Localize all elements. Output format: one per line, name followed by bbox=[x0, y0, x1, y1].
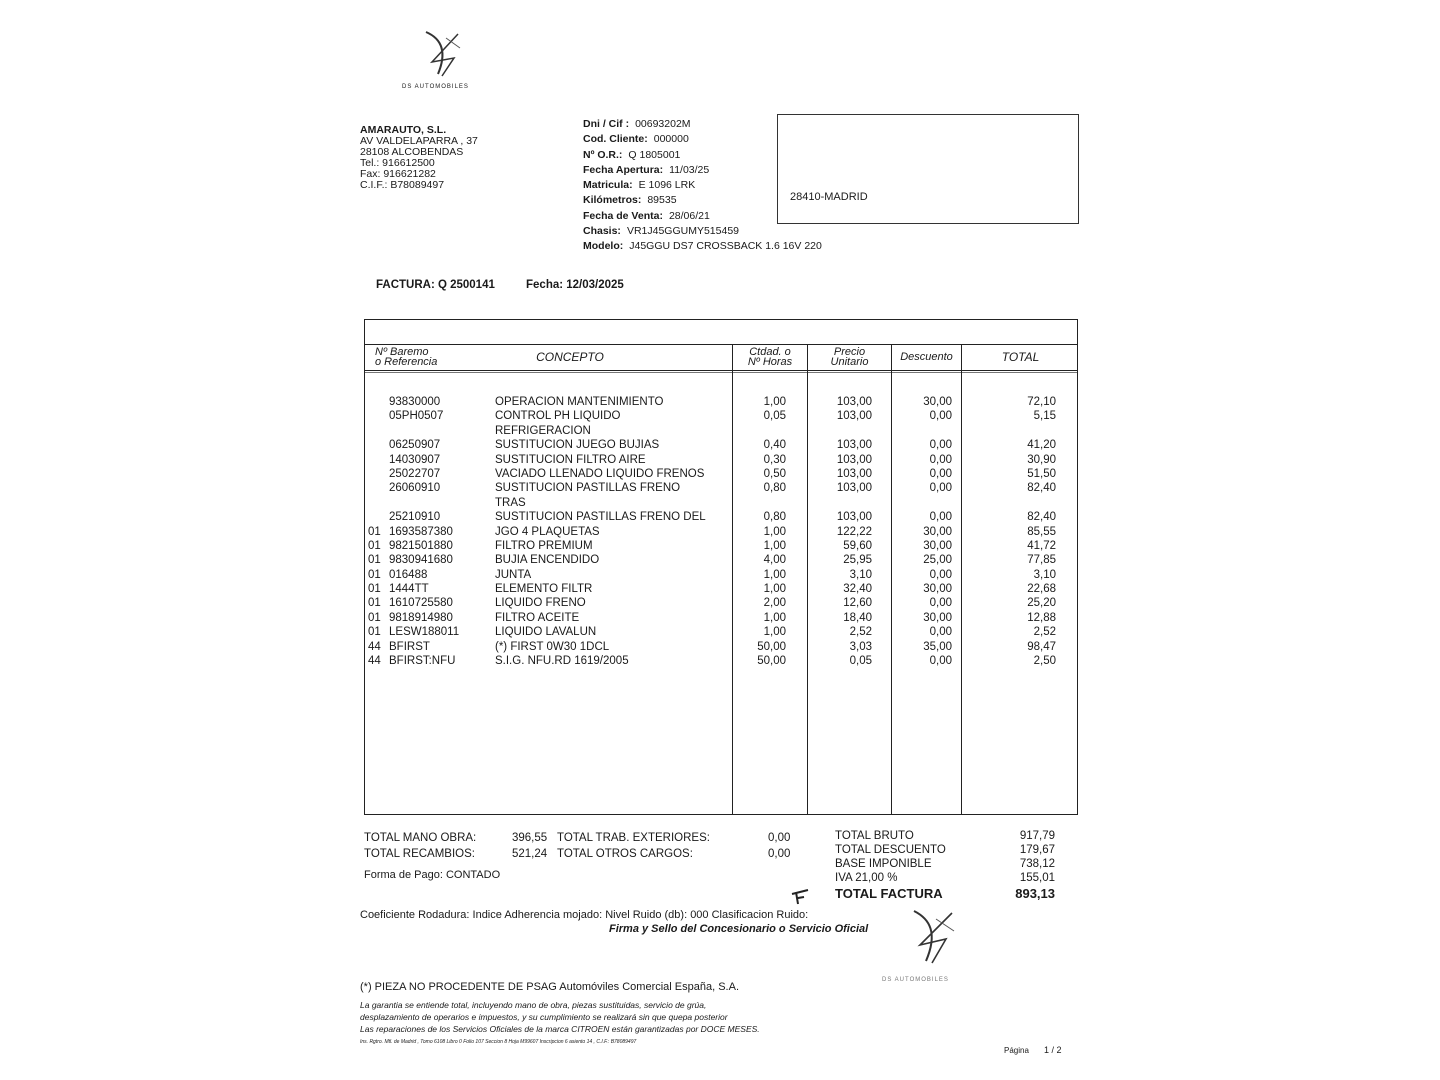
cell-discount: 0,00 bbox=[929, 439, 952, 452]
header-total: TOTAL bbox=[1001, 350, 1040, 364]
cell-qty: 4,00 bbox=[763, 554, 786, 567]
invoice-date: Fecha: 12/03/2025 bbox=[526, 279, 624, 291]
cell-prefix: 01 bbox=[368, 626, 381, 639]
header-qty-line2: Nº Horas bbox=[747, 356, 793, 368]
table-line bbox=[365, 344, 1077, 345]
cell-ref: BFIRST bbox=[389, 640, 430, 653]
cell-ref: 9818914980 bbox=[389, 611, 453, 624]
cell-discount: 0,00 bbox=[929, 655, 952, 668]
ds-logo-text: DS AUTOMOBILES bbox=[402, 84, 469, 90]
cell-concept: JGO 4 PLAQUETAS bbox=[495, 525, 600, 538]
cell-qty: 2,00 bbox=[763, 597, 786, 610]
header-ref bbox=[375, 347, 437, 367]
cell-discount: 0,00 bbox=[929, 511, 952, 524]
registro-line: Ins. Rgtro. Mtl. de Madrid , Tomo 6108 Libro 0 Folio 107 Seccion 8 Hoja M99607 Inscripcion 6 asiento 14 , C.I.F.: B78089497 bbox=[360, 1039, 637, 1045]
cell-concept: FILTRO ACEITE bbox=[495, 611, 580, 624]
iva-label: IVA 21,00 % bbox=[835, 872, 898, 884]
cell-qty: 1,00 bbox=[763, 568, 786, 581]
cell-discount: 0,00 bbox=[929, 453, 952, 466]
cell-ref: 1693587380 bbox=[389, 525, 453, 538]
table-row bbox=[366, 481, 1076, 495]
cell-concept: SUSTITUCION JUEGO BUJIAS bbox=[495, 439, 660, 452]
ds-logo-icon bbox=[416, 28, 468, 80]
cell-price: 3,03 bbox=[849, 640, 872, 653]
cell-qty: 1,00 bbox=[763, 396, 786, 408]
info-value: 89535 bbox=[647, 194, 677, 207]
total-factura-value: 893,13 bbox=[1015, 886, 1055, 901]
cell-prefix: 01 bbox=[368, 525, 381, 538]
cell-prefix: 01 bbox=[368, 539, 381, 552]
cell-qty: 50,00 bbox=[757, 640, 786, 653]
cell-qty: 1,00 bbox=[763, 583, 786, 596]
cell-prefix: 01 bbox=[368, 611, 381, 624]
cell-discount: 30,00 bbox=[923, 525, 952, 538]
cell-prefix: 01 bbox=[368, 554, 381, 567]
cell-ref: 06250907 bbox=[389, 439, 441, 452]
pieza-note: (*) PIEZA NO PROCEDENTE DE PSAG Automóviles Comercial España, S.A. bbox=[360, 981, 740, 993]
cell-total: 5,15 bbox=[1033, 410, 1056, 423]
cell-ref: LESW188011 bbox=[389, 626, 460, 639]
table-row bbox=[366, 467, 1076, 481]
cell-concept: SUSTITUCION FILTRO AIRE bbox=[495, 453, 646, 466]
cell-concept: OPERACION MANTENIMIENTO bbox=[495, 396, 664, 408]
vehicle-row bbox=[583, 225, 822, 240]
header-ref-line1: Nº Baremo bbox=[375, 346, 429, 358]
header-price-line1: Precio bbox=[833, 346, 866, 358]
table-row bbox=[366, 568, 1076, 582]
page-number: 1 / 2 bbox=[1044, 1045, 1062, 1055]
cell-discount: 0,00 bbox=[929, 467, 952, 480]
cell-ref: BFIRST:NFU bbox=[389, 655, 456, 668]
cell-ref: 26060910 bbox=[389, 482, 441, 495]
cell-price: 103,00 bbox=[836, 453, 872, 466]
cell-total: 12,88 bbox=[1027, 611, 1056, 624]
cell-concept: ELEMENTO FILTR bbox=[495, 583, 593, 596]
table-row bbox=[366, 453, 1076, 467]
garantia-line-2: desplazamiento de operarios e impuestos, y su cumplimiento se realizará sin que quepa posterior bbox=[360, 1012, 728, 1022]
client-address-box bbox=[777, 114, 1079, 224]
cell-concept: S.I.G. NFU.RD 1619/2005 bbox=[495, 655, 629, 668]
ds-stamp bbox=[880, 905, 990, 989]
info-label: Modelo: bbox=[583, 240, 624, 253]
info-value: 00693202M bbox=[635, 118, 691, 130]
forma-pago-label: Forma de Pago: bbox=[364, 869, 443, 881]
info-value: 28/06/21 bbox=[668, 209, 710, 222]
cell-qty: 1,00 bbox=[763, 626, 786, 639]
cell-qty: 1,00 bbox=[763, 611, 786, 624]
cell-total: 2,50 bbox=[1033, 655, 1056, 668]
cell-discount: 0,00 bbox=[929, 410, 952, 423]
info-label: Cod. Cliente: bbox=[583, 133, 648, 146]
total-mano-obra-value: 396,55 bbox=[512, 832, 548, 844]
table-row bbox=[366, 625, 1076, 639]
cell-price: 3,10 bbox=[849, 568, 872, 581]
company-name: AMARAUTO, S.L. bbox=[360, 124, 447, 136]
cell-ref: 05PH0507 bbox=[389, 410, 444, 423]
cell-qty: 0,80 bbox=[763, 482, 786, 495]
coeficiente-line: Coeficiente Rodadura: Indice Adherencia mojado: Nivel Ruido (db): 000 Clasificacion Ruido: bbox=[360, 909, 809, 921]
cell-price: 103,00 bbox=[836, 482, 872, 495]
cell-prefix: 44 bbox=[368, 655, 381, 668]
client-city: 28410-MADRID bbox=[790, 191, 868, 203]
cell-prefix: 01 bbox=[368, 583, 381, 596]
table-row bbox=[366, 654, 1076, 668]
cell-price: 25,95 bbox=[843, 554, 872, 567]
info-value: 11/03/25 bbox=[669, 163, 710, 176]
forma-pago bbox=[364, 868, 500, 883]
cell-ref: 1444TT bbox=[389, 583, 429, 596]
cell-concept: LIQUIDO FRENO bbox=[495, 597, 586, 610]
firma-sello: Firma y Sello del Concesionario o Servicio Oficial bbox=[609, 923, 869, 935]
cell-total: 72,10 bbox=[1027, 396, 1056, 408]
total-trab-ext-value: 0,00 bbox=[768, 832, 791, 844]
table-row bbox=[366, 582, 1076, 596]
company-address-2: 28108 ALCOBENDAS bbox=[360, 146, 464, 158]
garantia-line-1: La garantia se entiende total, incluyendo mano de obra, piezas sustituidas, servicio de grúa, bbox=[360, 1000, 707, 1010]
info-value: Q 1805001 bbox=[628, 148, 681, 161]
cell-discount: 0,00 bbox=[929, 626, 952, 639]
cell-total: 77,85 bbox=[1027, 554, 1056, 567]
info-value: J45GGU DS7 CROSSBACK 1.6 16V 220 bbox=[629, 240, 822, 253]
iva-value: 155,01 bbox=[1019, 872, 1055, 884]
table-row bbox=[366, 611, 1076, 625]
cell-ref: 016488 bbox=[389, 568, 428, 581]
forma-pago-value: CONTADO bbox=[445, 869, 501, 881]
table-row bbox=[366, 640, 1076, 654]
info-value: 000000 bbox=[653, 133, 689, 146]
cell-ref: 25022707 bbox=[389, 467, 441, 480]
cell-total: 98,47 bbox=[1027, 640, 1056, 653]
table-row bbox=[366, 395, 1076, 409]
info-label: Dni / Cif : bbox=[583, 118, 630, 130]
cell-discount: 30,00 bbox=[923, 583, 952, 596]
info-value: VR1J45GGUMY515459 bbox=[626, 225, 739, 238]
total-otros-label: TOTAL OTROS CARGOS: bbox=[557, 848, 693, 860]
cell-price: 103,00 bbox=[836, 511, 872, 524]
table-row bbox=[366, 539, 1076, 553]
cell-prefix: 01 bbox=[368, 568, 381, 581]
cell-discount: 35,00 bbox=[923, 640, 952, 653]
cell-total: 2,52 bbox=[1033, 626, 1056, 639]
cell-qty: 0,40 bbox=[763, 439, 786, 452]
header-discount: Descuento bbox=[900, 351, 953, 363]
cell-qty: 0,50 bbox=[763, 467, 786, 480]
company-fax: Fax: 916621282 bbox=[360, 168, 436, 180]
cell-qty: 50,00 bbox=[757, 655, 786, 668]
signature-mark-icon bbox=[790, 888, 812, 906]
cell-concept: (*) FIRST 0W30 1DCL bbox=[495, 640, 610, 653]
cell-price: 103,00 bbox=[836, 396, 872, 408]
invoice-rows bbox=[366, 395, 1076, 668]
cell-concept: TRAS bbox=[495, 496, 526, 509]
cell-discount: 25,00 bbox=[923, 554, 952, 567]
table-row bbox=[366, 596, 1076, 610]
total-recambios-value: 521,24 bbox=[512, 848, 548, 860]
cell-price: 0,05 bbox=[849, 655, 872, 668]
cell-ref: 25210910 bbox=[389, 511, 441, 524]
company-tel: Tel.: 916612500 bbox=[360, 157, 435, 169]
cell-concept: JUNTA bbox=[495, 568, 532, 581]
cell-concept: SUSTITUCION PASTILLAS FRENO DEL bbox=[495, 511, 706, 524]
cell-discount: 0,00 bbox=[929, 568, 952, 581]
cell-discount: 0,00 bbox=[929, 482, 952, 495]
cell-price: 103,00 bbox=[836, 467, 872, 480]
cell-qty: 0,05 bbox=[763, 410, 786, 423]
info-label: Fecha de Venta: bbox=[583, 209, 663, 222]
table-row bbox=[366, 409, 1076, 423]
cell-price: 18,40 bbox=[843, 611, 872, 624]
cell-total: 41,72 bbox=[1027, 539, 1056, 552]
table-row bbox=[366, 438, 1076, 452]
total-descuento-value: 179,67 bbox=[1019, 844, 1055, 856]
ds-logo bbox=[398, 28, 488, 94]
cell-total: 22,68 bbox=[1027, 583, 1056, 596]
cell-price: 12,60 bbox=[843, 597, 872, 610]
cell-qty: 0,30 bbox=[763, 453, 786, 466]
cell-price: 59,60 bbox=[843, 539, 872, 552]
cell-ref: 9821501880 bbox=[389, 539, 453, 552]
cell-price: 122,22 bbox=[836, 525, 872, 538]
cell-concept: VACIADO LLENADO LIQUIDO FRENOS bbox=[495, 467, 705, 480]
cell-concept: REFRIGERACION bbox=[495, 424, 591, 437]
cell-concept: LIQUIDO LAVALUN bbox=[495, 626, 597, 639]
cell-concept: BUJIA ENCENDIDO bbox=[495, 554, 600, 567]
info-label: Fecha Apertura: bbox=[583, 163, 664, 176]
garantia-line-3: Las reparaciones de los Servicios Oficiales de la marca CITROEN están garantizadas por DOCE MESES. bbox=[360, 1024, 760, 1034]
header-price bbox=[808, 347, 891, 367]
cell-prefix: 01 bbox=[368, 597, 381, 610]
cell-concept: SUSTITUCION PASTILLAS FRENO bbox=[495, 482, 681, 495]
ds-stamp-icon bbox=[902, 905, 962, 967]
cell-discount: 30,00 bbox=[923, 539, 952, 552]
cell-discount: 0,00 bbox=[929, 597, 952, 610]
company-cif: C.I.F.: B78089497 bbox=[360, 179, 445, 191]
cell-ref: 9830941680 bbox=[389, 554, 453, 567]
table-row bbox=[366, 424, 1076, 438]
table-row bbox=[366, 553, 1076, 567]
total-bruto-label: TOTAL BRUTO bbox=[835, 830, 914, 842]
cell-total: 30,90 bbox=[1027, 453, 1056, 466]
cell-total: 3,10 bbox=[1033, 568, 1056, 581]
cell-total: 25,20 bbox=[1027, 597, 1056, 610]
cell-qty: 1,00 bbox=[763, 525, 786, 538]
table-row bbox=[366, 496, 1076, 510]
cell-qty: 1,00 bbox=[763, 539, 786, 552]
cell-concept: FILTRO PREMIUM bbox=[495, 539, 593, 552]
total-factura-label: TOTAL FACTURA bbox=[835, 886, 943, 901]
header-concept: CONCEPTO bbox=[536, 350, 604, 364]
table-row bbox=[366, 525, 1076, 539]
cell-concept: CONTROL PH LIQUIDO bbox=[495, 410, 621, 423]
cell-total: 41,20 bbox=[1027, 439, 1056, 452]
info-label: Chasis: bbox=[583, 225, 621, 238]
cell-ref: 93830000 bbox=[389, 396, 441, 408]
cell-total: 82,40 bbox=[1027, 511, 1056, 524]
cell-price: 32,40 bbox=[843, 583, 872, 596]
cell-price: 103,00 bbox=[836, 439, 872, 452]
invoice-number: FACTURA: Q 2500141 bbox=[376, 279, 495, 291]
company-info bbox=[360, 125, 478, 191]
ds-stamp-text: DS AUTOMOBILES bbox=[882, 977, 949, 983]
cell-total: 85,55 bbox=[1027, 525, 1056, 538]
header-qty bbox=[733, 347, 807, 367]
info-value: E 1096 LRK bbox=[638, 179, 696, 192]
cell-price: 2,52 bbox=[849, 626, 872, 639]
table-row bbox=[366, 510, 1076, 524]
info-label: Nº O.R.: bbox=[583, 148, 623, 161]
total-descuento-label: TOTAL DESCUENTO bbox=[835, 844, 946, 856]
info-label: Kilómetros: bbox=[583, 194, 642, 207]
total-mano-obra-label: TOTAL MANO OBRA: bbox=[364, 832, 477, 844]
cell-price: 103,00 bbox=[836, 410, 872, 423]
base-imponible-value: 738,12 bbox=[1019, 858, 1055, 870]
header-price-line2: Unitario bbox=[830, 356, 869, 368]
header-qty-line1: Ctdad. o bbox=[749, 346, 791, 358]
total-trab-ext-label: TOTAL TRAB. EXTERIORES: bbox=[557, 832, 710, 844]
cell-discount: 30,00 bbox=[923, 611, 952, 624]
cell-prefix: 44 bbox=[368, 640, 381, 653]
table-line bbox=[365, 370, 1077, 371]
base-imponible-label: BASE IMPONIBLE bbox=[835, 858, 932, 870]
cell-qty: 0,80 bbox=[763, 511, 786, 524]
cell-ref: 1610725580 bbox=[389, 597, 453, 610]
table-line bbox=[365, 372, 1077, 373]
cell-discount: 30,00 bbox=[923, 396, 952, 408]
cell-ref: 14030907 bbox=[389, 453, 441, 466]
page-label: Página bbox=[1004, 1046, 1029, 1055]
total-otros-value: 0,00 bbox=[768, 848, 791, 860]
total-bruto-value: 917,79 bbox=[1019, 830, 1055, 842]
cell-total: 82,40 bbox=[1027, 482, 1056, 495]
vehicle-row bbox=[583, 240, 822, 255]
cell-total: 51,50 bbox=[1027, 467, 1056, 480]
company-address-1: AV VALDELAPARRA , 37 bbox=[360, 135, 478, 147]
total-recambios-label: TOTAL RECAMBIOS: bbox=[364, 848, 475, 860]
info-label: Matricula: bbox=[583, 179, 633, 192]
header-ref-line2: o Referencia bbox=[375, 356, 438, 368]
